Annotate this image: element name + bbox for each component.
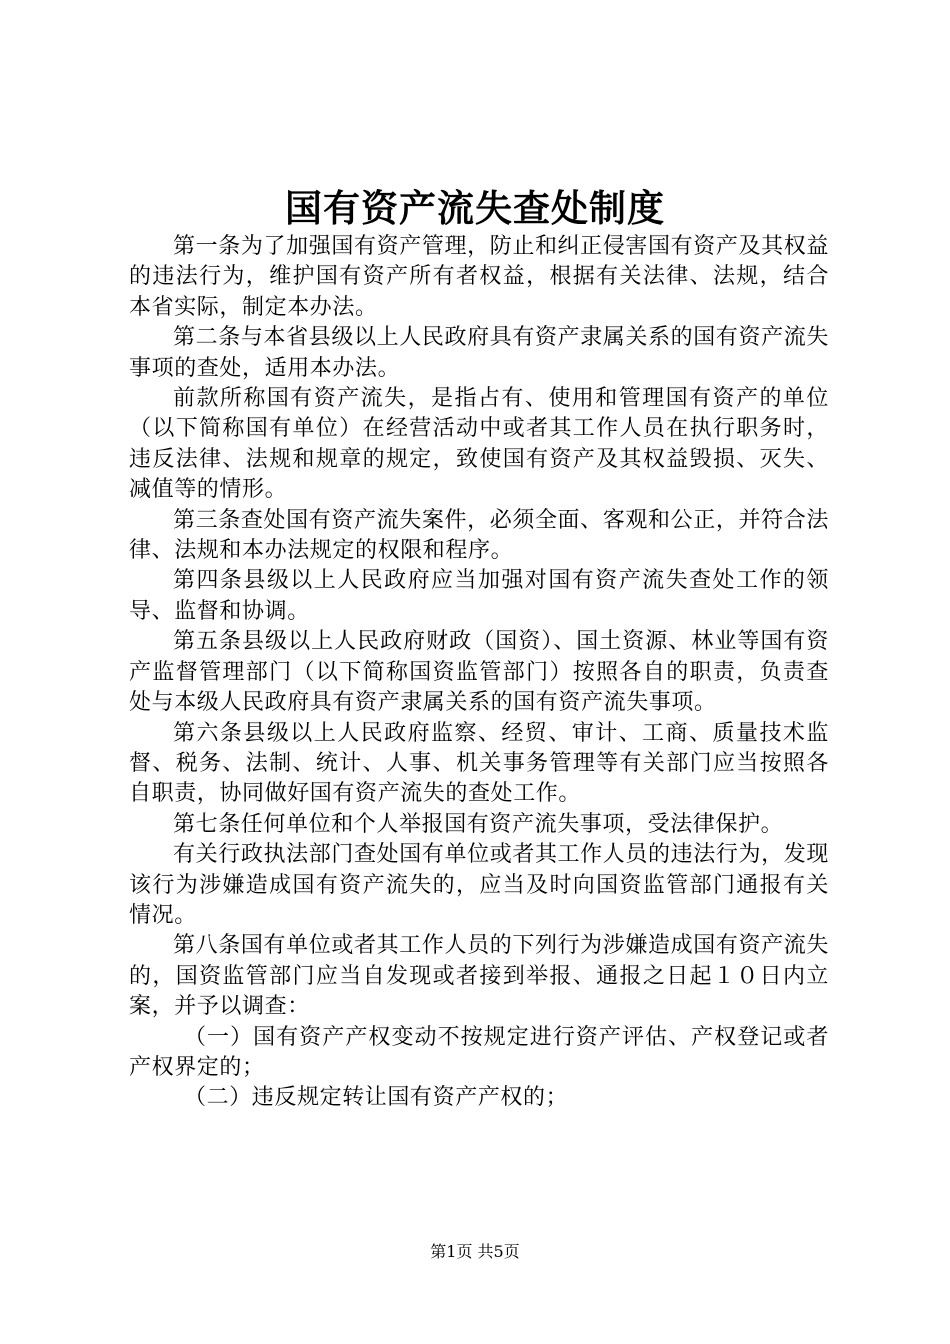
paragraph-enforcement-notice: 有关行政执法部门查处国有单位或者其工作人员的违法行为，发现该行为涉嫌造成国有资产流失的，应当及时向国资监管部门通报有关情况。	[129, 842, 829, 928]
paragraph-article-1: 第一条为了加强国有资产管理，防止和纠正侵害国有资产及其权益的违法行为，维护国有资产所有者权益，根据有关法律、法规，结合本省实际，制定本办法。	[129, 234, 829, 320]
paragraph-article-6: 第六条县级以上人民政府监察、经贸、审计、工商、质量技术监督、税务、法制、统计、人事、机关事务管理等有关部门应当按照各自职责，协同做好国有资产流失的查处工作。	[129, 720, 829, 807]
paragraph-article-3: 第三条查处国有资产流失案件，必须全面、客观和公正，并符合法律、法规和本办法规定的权限和程序。	[129, 507, 829, 564]
paragraph-definition: 前款所称国有资产流失，是指占有、使用和管理国有资产的单位（以下简称国有单位）在经营活动中或者其工作人员在执行职务时，违反法律、法规和规章的规定，致使国有资产及其权益毁损、灭失、减值等的情形。	[129, 386, 829, 503]
list-item-1: （一）国有资产产权变动不按规定进行资产评估、产权登记或者产权界定的；	[129, 1024, 829, 1080]
paragraph-article-4: 第四条县级以上人民政府应当加强对国有资产流失查处工作的领导、监督和协调。	[129, 568, 829, 624]
document-title: 国有资产流失查处制度	[285, 186, 665, 230]
paragraph-article-5: 第五条县级以上人民政府财政（国资）、国土资源、林业等国有资产监督管理部门（以下简称国资监管部门）按照各自的职责，负责查处与本级人民政府具有资产隶属关系的国有资产流失事项。	[129, 629, 829, 716]
paragraph-article-7: 第七条任何单位和个人举报国有资产流失事项，受法律保护。	[173, 811, 784, 837]
paragraph-article-8: 第八条国有单位或者其工作人员的下列行为涉嫌造成国有资产流失的，国资监管部门应当自发现或者接到举报、通报之日起１０日内立案，并予以调查：	[129, 933, 829, 1020]
list-item-2: （二）违反规定转让国有资产产权的；	[184, 1085, 569, 1111]
paragraph-article-2: 第二条与本省县级以上人民政府具有资产隶属关系的国有资产流失事项的查处，适用本办法。	[129, 325, 829, 381]
document-body	[129, 232, 829, 1114]
page-number-footer: 第1页 共5页	[430, 1242, 520, 1261]
